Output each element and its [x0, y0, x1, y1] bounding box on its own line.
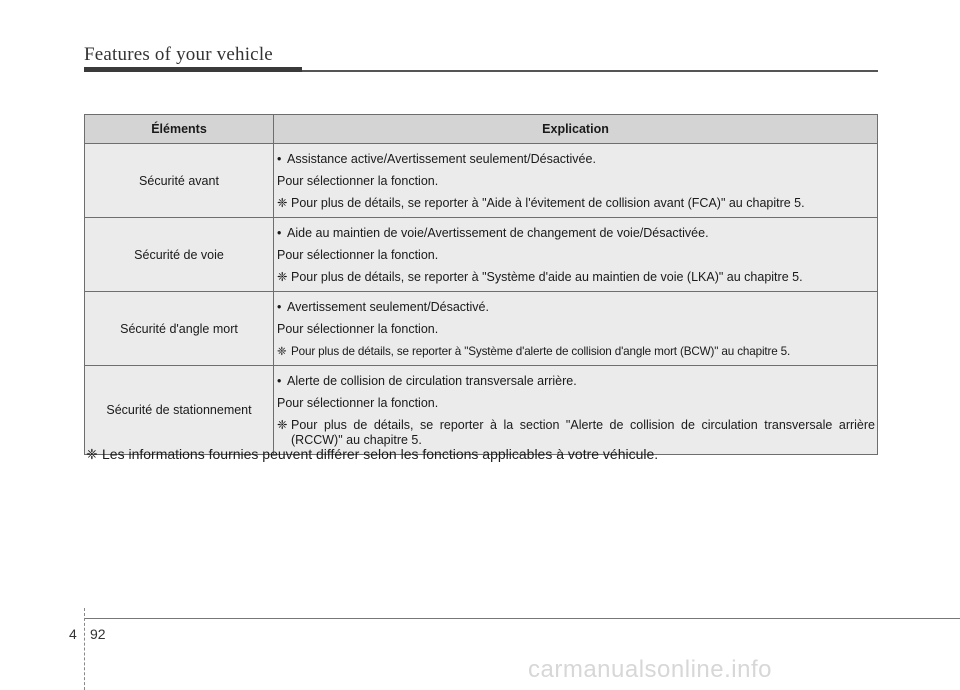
note-text: Pour plus de détails, se reporter à "Système d'aide au maintien de voie (LKA)" au chapitre 5. [291, 270, 803, 284]
option-line [277, 152, 875, 167]
table-header-row [85, 115, 878, 144]
note-icon: ❈ [86, 446, 98, 462]
watermark: carmanualsonline.info [528, 656, 772, 683]
header-rule-thick [84, 67, 302, 72]
page-number: 92 [90, 626, 106, 642]
note-icon: ❈ [277, 345, 287, 358]
note-text: Pour plus de détails, se reporter à "Aide à l'évitement de collision avant (FCA)" au chapitre 5. [291, 196, 805, 210]
table-row [85, 144, 878, 218]
footnote [86, 446, 658, 463]
instruction-text: Pour sélectionner la fonction. [277, 174, 439, 188]
bullet-icon: • [277, 300, 282, 314]
option-text: Aide au maintien de voie/Avertissement de changement de voie/Désactivée. [287, 226, 709, 240]
bullet-icon: • [277, 374, 282, 388]
column-header-elements: Éléments [85, 115, 274, 144]
note-line [277, 270, 875, 285]
option-line [277, 226, 875, 241]
option-text: Avertissement seulement/Désactivé. [287, 300, 489, 314]
option-text: Alerte de collision de circulation transversale arrière. [287, 374, 577, 388]
features-table [84, 114, 878, 455]
note-line [277, 196, 875, 211]
header-rule-thin [302, 70, 878, 72]
option-line [277, 300, 875, 315]
chapter-number: 4 [69, 626, 77, 642]
note-text: Pour plus de détails, se reporter à "Système d'alerte de collision d'angle mort (BCW)" au chapitre 5. [291, 345, 791, 358]
explication-cell [274, 218, 878, 292]
instruction-text: Pour sélectionner la fonction. [277, 322, 439, 336]
footer-divider [84, 608, 85, 690]
element-cell: Sécurité de stationnement [85, 366, 274, 455]
table-row [85, 292, 878, 366]
footnote-text: Les informations fournies peuvent différer selon les fonctions applicables à votre véhicule. [102, 446, 659, 462]
explication-cell [274, 144, 878, 218]
note-icon: ❈ [277, 196, 288, 210]
element-cell: Sécurité d'angle mort [85, 292, 274, 366]
note-icon: ❈ [277, 418, 288, 432]
note-line [277, 418, 875, 448]
element-cell: Sécurité avant [85, 144, 274, 218]
explication-cell [274, 366, 878, 455]
option-line [277, 374, 875, 389]
note-text: Pour plus de détails, se reporter à la section "Alerte de collision de circulation transversale arrière (RCCW)" au chapitre 5. [291, 418, 875, 447]
instruction-text: Pour sélectionner la fonction. [277, 248, 439, 262]
explication-cell [274, 292, 878, 366]
column-header-explication: Explication [274, 115, 878, 144]
footer-rule [84, 618, 960, 619]
note-icon: ❈ [277, 270, 288, 284]
table-row [85, 366, 878, 455]
section-title: Features of your vehicle [84, 44, 273, 65]
element-cell: Sécurité de voie [85, 218, 274, 292]
instruction-text: Pour sélectionner la fonction. [277, 396, 439, 410]
bullet-icon: • [277, 152, 282, 166]
option-text: Assistance active/Avertissement seulement/Désactivée. [287, 152, 596, 166]
bullet-icon: • [277, 226, 282, 240]
note-line [277, 344, 875, 359]
table-row [85, 218, 878, 292]
